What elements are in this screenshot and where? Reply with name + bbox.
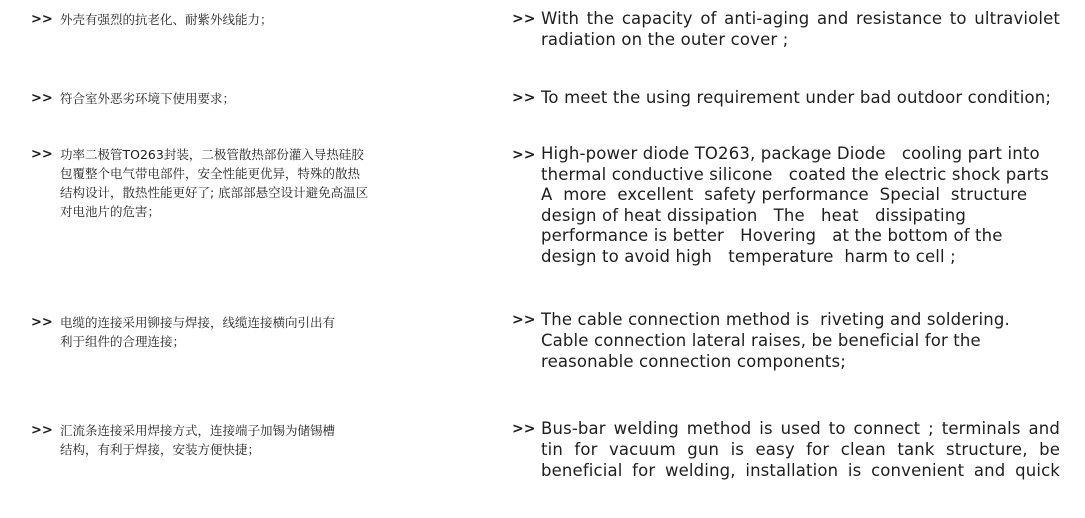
en-item-text	[541, 87, 1060, 108]
text-line: performance is better Hovering at the bottom of the	[541, 226, 1003, 245]
bullet-marker: >>	[512, 421, 536, 437]
en-item-text	[541, 309, 1060, 372]
text-line: The cable connection method is riveting and soldering.	[541, 310, 1010, 329]
text-line: High-power diode TO263, package Diode cooling part into	[541, 144, 1040, 163]
text-line: 汇流条连接采用焊接方式，连接端子加锡为储锡槽	[60, 423, 336, 438]
en-item-5	[512, 418, 1060, 481]
bullet-marker: >>	[512, 11, 536, 27]
en-item-3	[512, 144, 1060, 267]
en-item-2	[512, 87, 1060, 109]
text-line: reasonable connection components;	[541, 352, 847, 371]
bullet-marker: >>	[512, 147, 536, 163]
cn-item-3	[31, 145, 368, 221]
cn-item-text	[60, 145, 368, 221]
en-item-text	[541, 144, 1060, 267]
cn-item-text	[60, 89, 235, 108]
bullet-marker: >>	[31, 423, 53, 438]
text-line: 利于组件的合理连接；	[60, 334, 186, 349]
text-line: tin for vacuum gun is easy for clean tank structure, be	[541, 440, 1060, 459]
cn-item-text	[60, 313, 335, 351]
bullet-marker: >>	[31, 147, 53, 162]
cn-item-1	[31, 10, 273, 29]
text-line: design to avoid high temperature harm to cell ;	[541, 246, 956, 266]
en-item-1	[512, 8, 1060, 50]
text-line: radiation on the outer cover ;	[541, 30, 789, 49]
text-line: thermal conductive silicone coated the electric shock parts	[541, 164, 1049, 184]
cn-item-4	[31, 313, 335, 351]
cn-item-text	[60, 10, 273, 29]
text-line: 包覆整个电气带电部件，安全性能更优异，特殊的散热	[60, 166, 361, 181]
text-line: To meet the using requirement under bad outdoor condition;	[541, 88, 1052, 107]
text-line: 结构设计，散热性能更好了; 底部部悬空设计避免高温区	[60, 185, 369, 200]
bullet-marker: >>	[31, 12, 53, 27]
text-line: 对电池片的危害；	[60, 204, 161, 219]
cn-item-5	[31, 421, 335, 459]
cn-item-2	[31, 89, 235, 108]
text-line: 功率二极管TO263封装，二极管散热部份灌入导热硅胶	[60, 147, 364, 162]
text-line: Bus-bar welding method is used to connect ; terminals and	[541, 419, 1060, 438]
bullet-marker: >>	[512, 312, 536, 328]
text-line: 外壳有强烈的抗老化、耐紫外线能力；	[60, 12, 273, 27]
en-item-text	[541, 418, 1060, 481]
text-line: beneficial for welding, installation is convenient and quick	[541, 461, 1060, 480]
en-item-text	[541, 8, 1060, 50]
bullet-marker: >>	[31, 91, 53, 106]
en-item-4	[512, 309, 1060, 372]
bullet-marker: >>	[512, 90, 536, 106]
text-line: 符合室外恶劣环境下使用要求；	[60, 91, 236, 106]
text-line: A more excellent safety performance Special structure	[541, 185, 1028, 204]
cn-item-text	[60, 421, 335, 459]
text-line: design of heat dissipation The heat dissipating	[541, 205, 967, 225]
text-line: Cable connection lateral raises, be beneficial for the	[541, 331, 981, 350]
text-line: 结构，有利于焊接，安装方便快捷；	[60, 442, 261, 457]
text-line: 电缆的连接采用铆接与焊接，线缆连接横向引出有	[60, 315, 336, 330]
bullet-marker: >>	[31, 315, 53, 330]
text-line: With the capacity of anti-aging and resistance to ultraviolet	[541, 9, 1060, 28]
